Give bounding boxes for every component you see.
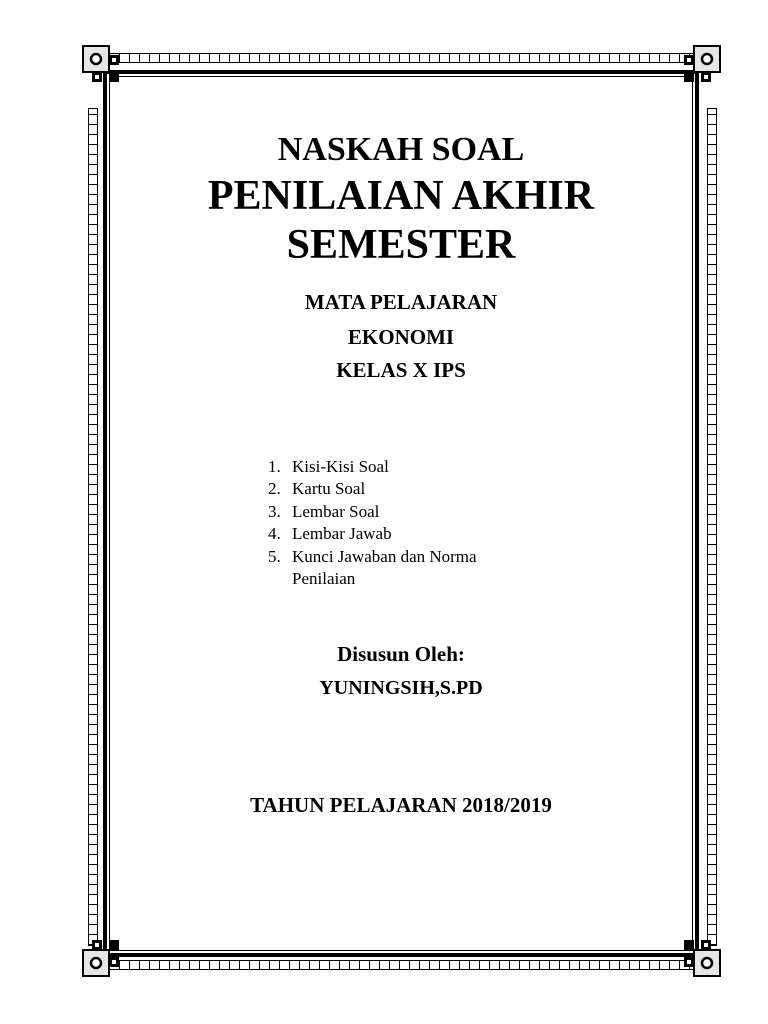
border-top	[108, 53, 694, 63]
list-item-text: Kisi-Kisi Soal	[292, 457, 389, 476]
list-item-text: Lembar Jawab	[292, 524, 392, 544]
corner-ornament-icon	[82, 45, 122, 85]
corner-ornament-icon	[82, 937, 122, 977]
list-item	[268, 523, 568, 545]
border-left	[88, 108, 98, 946]
author-name: YUNINGSIH,S.PD	[319, 677, 483, 699]
subject-heading: MATA PELAJARAN	[304, 290, 498, 314]
exam-title-line-2: SEMESTER	[286, 222, 516, 268]
list-item-text: Kartu Soal	[292, 479, 366, 499]
list-item	[268, 456, 568, 478]
border-right	[707, 108, 717, 946]
list-item	[268, 546, 568, 591]
list-item-text: Kunci Jawaban dan Norma Penilaian	[292, 546, 477, 589]
academic-year: TAHUN PELAJARAN 2018/2019	[250, 793, 552, 817]
document-type-title: NASKAH SOAL	[277, 131, 525, 168]
exam-title-line-1: PENILAIAN AKHIR	[207, 173, 595, 219]
list-item	[268, 478, 568, 500]
corner-ornament-icon	[681, 937, 721, 977]
list-item	[268, 501, 568, 523]
contents-list	[268, 456, 568, 590]
corner-ornament-icon	[681, 45, 721, 85]
list-item-text: Lembar Soal	[292, 501, 380, 521]
list-item-number: 5.	[268, 546, 281, 566]
border-bottom	[108, 960, 694, 970]
subject-name: EKONOMI	[347, 325, 455, 349]
list-item-number: 2.	[268, 479, 281, 499]
list-item-number: 4.	[268, 524, 281, 544]
author-label: Disusun Oleh:	[337, 642, 465, 666]
list-item-number: 1.	[268, 457, 281, 476]
class-name: KELAS X IPS	[336, 358, 466, 382]
list-item-number: 3.	[268, 501, 281, 521]
